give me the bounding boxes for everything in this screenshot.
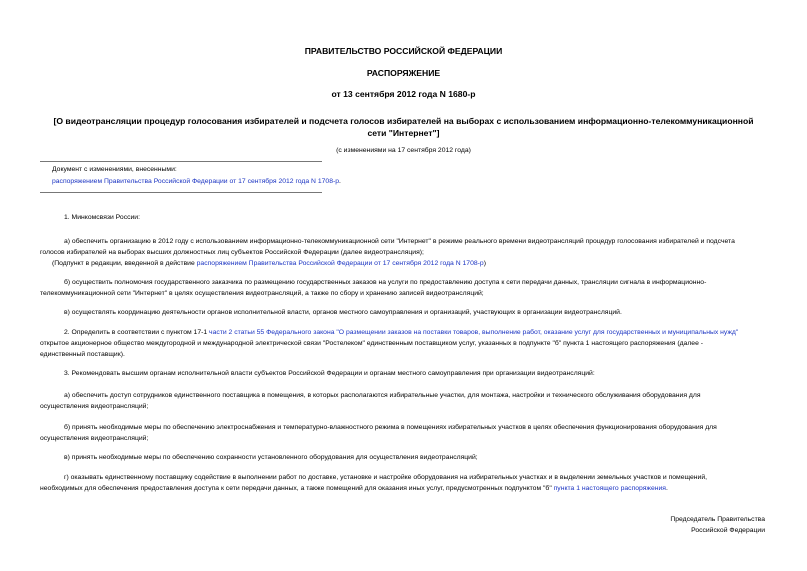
doc-title	[0, 115, 807, 139]
divider-top	[40, 161, 322, 162]
org-name: ПРАВИТЕЛЬСТВО РОССИЙСКОЙ ФЕДЕРАЦИИ	[304, 46, 503, 56]
signature-line1: Председатель Правительства	[670, 516, 765, 523]
p3a-line2: осуществления видеотрансляций;	[40, 403, 149, 410]
doc-type: РАСПОРЯЖЕНИЕ	[366, 68, 441, 78]
p1a-note-pre: (Подпункт в редакции, введенной в действие	[52, 260, 197, 267]
p1a-note-post: )	[483, 260, 486, 267]
p2-line2: открытое акционерное общество междугородной и международной электрической связи "Ростелеком" единственным поставщиком услуг, указанных в подпункте "б" пункта 1 настоящего распоряжения (далее -	[40, 340, 704, 347]
p3a-line1: а) обеспечить доступ сотрудников единственного поставщика в помещения, в которых располагаются избирательные участки, для монтажа, настройки и технического обслуживания оборудования для	[64, 392, 701, 399]
changes-after: .	[339, 178, 341, 185]
p1a-note	[40, 258, 764, 269]
divider-bottom	[40, 192, 322, 193]
p2-line1	[40, 327, 764, 338]
p3g-link[interactable]: пункта 1 настоящего распоряжения	[553, 485, 666, 492]
changes-link[interactable]: распоряжением Правительства Российской Федерации от 17 сентября 2012 года N 1708-р	[52, 178, 340, 185]
p1a-note-link[interactable]: распоряжением Правительства Российской Федерации от 17 сентября 2012 года N 1708-р	[196, 260, 484, 267]
p2-line3: единственный поставщик).	[40, 351, 125, 358]
changes-line	[52, 178, 341, 185]
paragraph-3: 3. Рекомендовать высшим органам исполнительной власти субъектов Российской Федерации и органам местного самоуправления при организации видеотрансляций:	[64, 370, 595, 377]
revision-note: (с изменениями на 17 сентября 2012 года)	[336, 147, 471, 154]
paragraph-3v: в) принять необходимые меры по обеспечению сохранности установленного оборудования для осуществления видеотрансляций;	[64, 454, 478, 461]
p2-law-link[interactable]: части 2 статьи 55 Федерального закона "О размещении заказов на поставки товаров, выполнение работ, оказание услуг для государственных и муниципальных нужд"	[209, 329, 739, 336]
paragraph-1b	[40, 277, 764, 299]
paragraph-3b	[40, 422, 764, 444]
p3g-line1: г) оказывать единственному поставщику содействие в выполнении работ по доставке, установке и настройке оборудования на избирательных участках и в выделении земельных участков и помещений,	[64, 474, 708, 481]
p3b-line1: б) принять необходимые меры по обеспечению электроснабжения и температурно-влажностного режима в помещениях избирательных участков в целях обеспечения функционирования оборудования для	[64, 424, 717, 431]
doc-date-number: от 13 сентября 2012 года N 1680-р	[331, 89, 476, 99]
paragraph-1a	[40, 236, 764, 269]
p3b-line2: осуществления видеотрансляций;	[40, 435, 149, 442]
p3g-post: .	[665, 485, 668, 492]
p1a-line1: а) обеспечить организацию в 2012 году с использованием информационно-телекоммуникационной сети "Интернет" в режиме реального времени видеотрансляций процедур голосования избирателей и подсчета	[64, 238, 735, 245]
signature-line2: Российской Федерации	[691, 527, 765, 534]
paragraph-2	[40, 327, 764, 360]
p1a-line2: голосов избирателей на выборах высших должностных лиц субъектов Российской Федерации (далее видеотрансляция);	[40, 249, 424, 256]
paragraph-1v: в) осуществлять координацию деятельности органов исполнительной власти, органов местного самоуправления и организаций, участвующих в организации видеотрансляций.	[64, 309, 622, 316]
p1b-line2: телекоммуникационной сети "Интернет" в целях осуществления видеотрансляций, а также по сбору и хранению записей видеотрансляций;	[40, 290, 484, 297]
doc-title-line2: сети "Интернет"]	[367, 128, 440, 138]
p3g-line2	[40, 483, 764, 494]
paragraph-3g	[40, 472, 764, 494]
p2-pre: 2. Определить в соответствии с пунктом 17-1	[64, 329, 210, 336]
paragraph-1: 1. Минкомсвязи России:	[64, 214, 140, 221]
changes-label: Документ с изменениями, внесенными:	[52, 166, 177, 173]
p1b-line1: б) осуществить полномочия государственного заказчика по размещению государственных заказов на услуги по предоставлению доступа к сети передачи данных, трансляции сигнала в информационно-	[64, 279, 707, 286]
p3g-pre: необходимых для обеспечения предоставления доступа к сети передачи данных, а также помещений для оказания иных услуг, предусмотренных подпунктом "б"	[40, 485, 554, 492]
doc-title-line1: [О видеотрансляции процедур голосования избирателей и подсчета голосов избирателей на выборах с использованием информационно-телекоммуникационной	[53, 116, 754, 126]
paragraph-3a	[40, 390, 764, 412]
